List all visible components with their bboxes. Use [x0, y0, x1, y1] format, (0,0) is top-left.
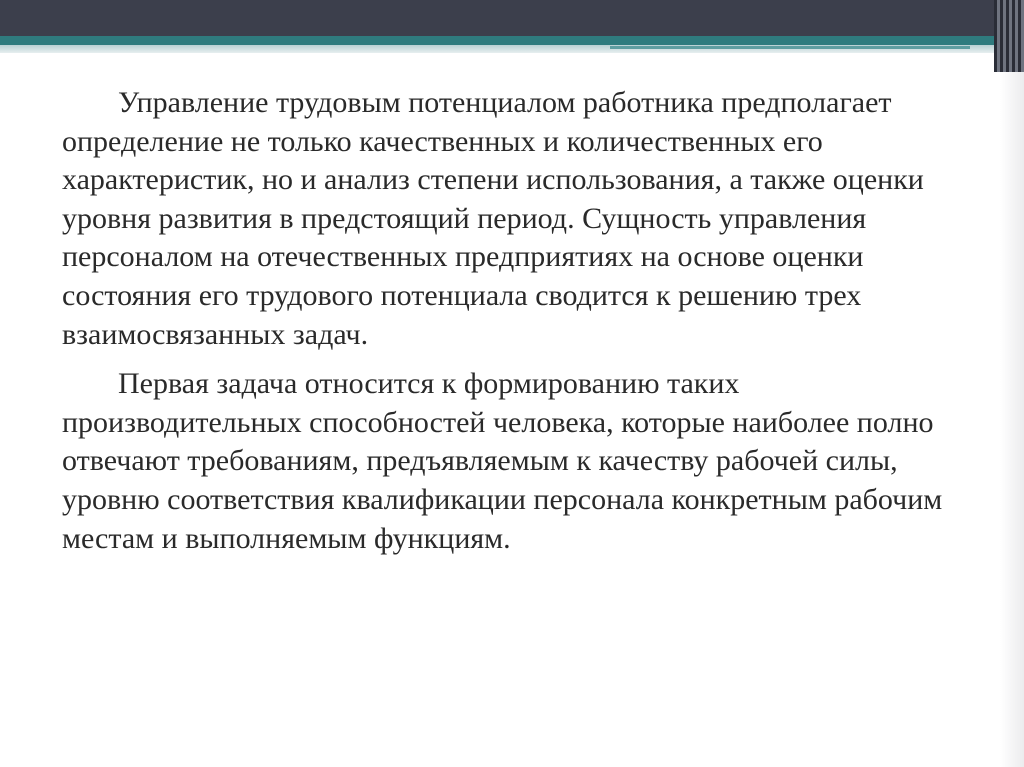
- header-bar: [0, 0, 1024, 36]
- slide-body: [62, 84, 962, 569]
- decorative-stripes: [994, 0, 1024, 72]
- paragraph-2: Первая задача относится к формированию таких производительных способностей человека, которые наиболее полно отвечают требованиям, предъявляемым к качеству рабочей силы, уровню соответствия квалификации персонала конкретным рабочим местам и выполняемым функциям.: [62, 367, 943, 555]
- page-edge-shadow: [1000, 72, 1024, 767]
- paragraph-1: Управление трудовым потенциалом работника предполагает определение не только качественных и количественных его характеристик, но и анализ степени использования, а также оценки уровня развития в предстоящий период. Сущность управления персоналом на отечественных предприятиях на основе оценки состояния его трудового потенциала сводится к решению трех взаимосвязанных задач.: [62, 86, 924, 351]
- header-accent-line: [610, 46, 970, 49]
- header-accent-band: [0, 36, 1024, 45]
